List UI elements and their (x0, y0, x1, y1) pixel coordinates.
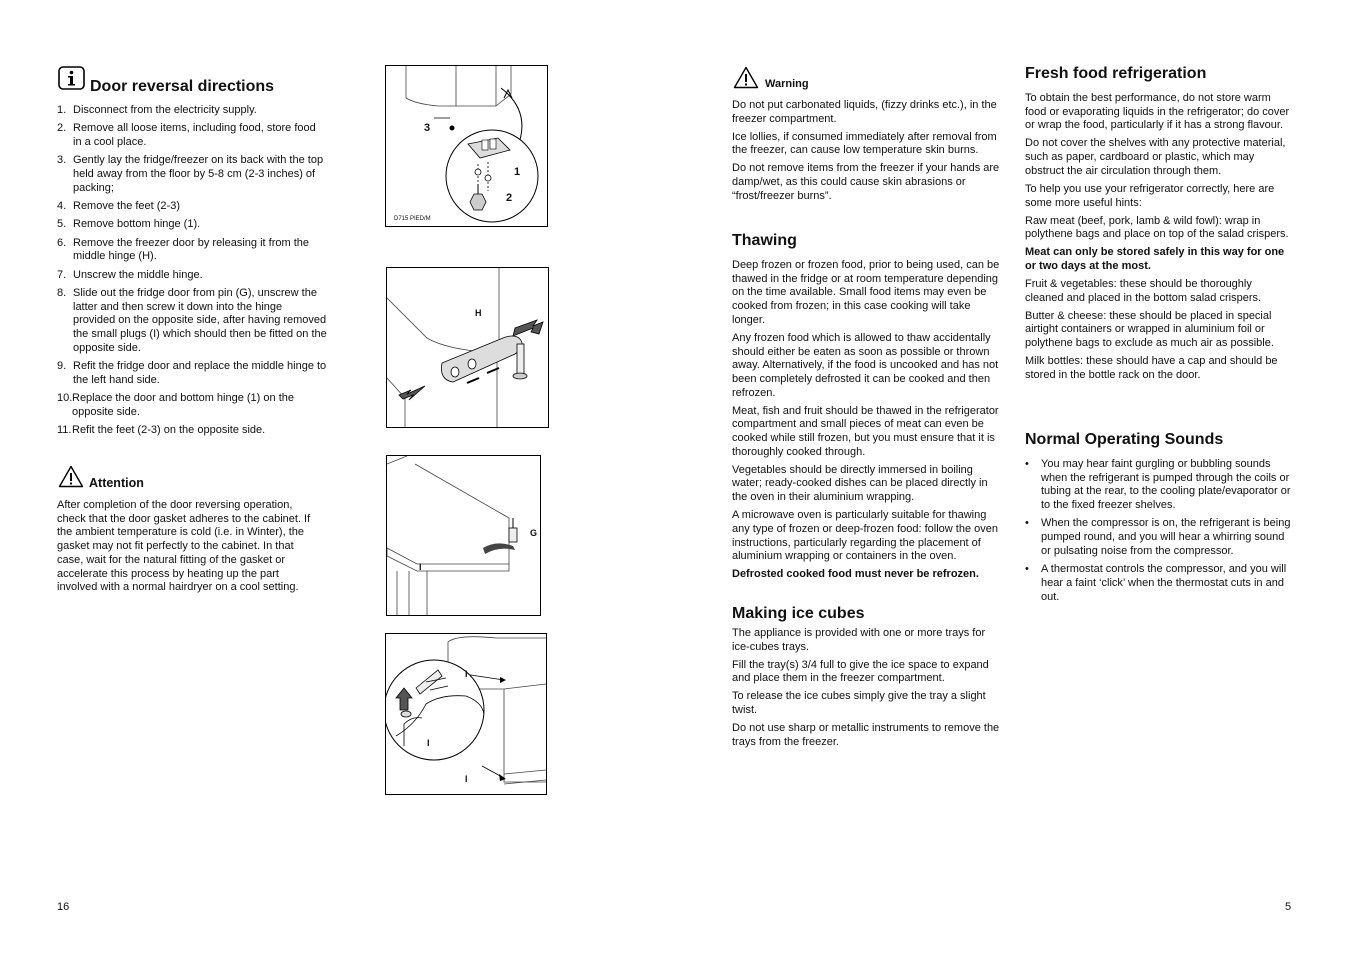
thawing-paragraph: A microwave oven is particularly suitable for thawing any type of frozen or deep-frozen food: follow the oven instructions, particularly regarding the placement of aluminium wrapping or containers in the oven. (732, 509, 998, 563)
ice-cubes-paragraph: To release the ice cubes simply give the tray a slight twist. (732, 690, 986, 717)
figure-label-i-top: I (465, 669, 468, 679)
fresh-food-paragraph: To obtain the best performance, do not store warm food or evaporating liquids in the refrigerator; do cover or wrap the food, particularly if it has a strong flavour. (1025, 92, 1290, 132)
fresh-food-paragraph: Butter & cheese: these should be placed in special airtight containers or wrapped in aluminium foil or polythene bags to exclude as much air as possible. (1025, 309, 1274, 350)
warning-title: Warning (765, 78, 809, 90)
list-item: 3. Gently lay the fridge/freezer on its back with the top held away from the floor by 5-8 cm (2-3 inches) of packing; (57, 154, 324, 194)
list-item: • You may hear faint gurgling or bubbling sounds when the refrigerant is pumped through the coils or tubing at the rear, to the cooling plate/evaporator or to the fixed freezer shelves. (1025, 458, 1291, 512)
door-reversal-title: Door reversal directions (90, 78, 275, 95)
list-item: 5. Remove bottom hinge (1). (57, 218, 201, 231)
thawing-section (732, 259, 1000, 586)
fresh-food-bold-note: Meat can only be stored safely in this way for one or two days at the most. (1025, 246, 1285, 272)
middle-hinge-figure (386, 267, 549, 428)
door-reversal-steps (57, 104, 327, 442)
page-number-left: 16 (57, 901, 70, 913)
figure-label-1: 1 (514, 166, 521, 178)
list-item: 6. Remove the freezer door by releasing it from the middle hinge (H). (57, 236, 310, 263)
ice-cubes-paragraph: The appliance is provided with one or more trays for ice-cubes trays. (732, 627, 986, 653)
list-item: 4. Remove the feet (2-3) (57, 200, 180, 212)
warning-paragraph: Do not remove items from the freezer if your hands are damp/wet, as this could cause skin abrasions or “frost/freezer burns”. (732, 162, 1000, 202)
ice-cubes-section (732, 627, 1000, 754)
ice-cubes-title: Making ice cubes (732, 605, 865, 622)
figure-label-2: 2 (506, 192, 513, 204)
list-item: 9. Refit the fridge door and replace the middle hinge to the left hand side. (57, 360, 327, 386)
list-item: 10. Replace the door and bottom hinge (1) on the opposite side. (57, 392, 294, 418)
ice-cubes-paragraph: Fill the tray(s) 3/4 full to give the ice space to expand and place them in the freezer compartment. (732, 658, 989, 685)
list-item: • When the compressor is on, the refrigerant is being pumped round, and you will hear a whirring sound or pulsating noise from the compressor. (1025, 517, 1291, 557)
sounds-title: Normal Operating Sounds (1025, 431, 1224, 448)
pin-g-figure (386, 455, 541, 616)
fresh-food-paragraph: Do not cover the shelves with any protective material, such as paper, cardboard or plastic, which may obstruct the air circulation through them. (1025, 137, 1286, 177)
figure-label-i: I (419, 562, 422, 572)
fresh-food-title: Fresh food refrigeration (1025, 65, 1207, 82)
page-number-right: 5 (1285, 901, 1292, 913)
fresh-food-section (1025, 92, 1293, 387)
warning-triangle-icon (58, 465, 84, 493)
warning-triangle-icon (733, 66, 759, 94)
list-item: 2. Remove all loose items, including food, store food in a cool place. (57, 122, 316, 148)
figure-code: D715 PIED/M (394, 216, 431, 222)
fresh-food-paragraph: Fruit & vegetables: these should be thoroughly cleaned and placed in the bottom salad crispers. (1025, 277, 1262, 304)
figure-label-h: H (475, 308, 482, 318)
fresh-food-paragraph: Raw meat (beef, pork, lamb & wild fowl): wrap in polythene bags and place on top of the salad crispers. (1025, 214, 1289, 241)
figure-label-i-mid: I (427, 738, 430, 748)
info-icon (58, 66, 85, 95)
thawing-paragraph: Any frozen food which is allowed to thaw accidentally should either be eaten as soon as possible or thrown away. Alternatively, if the food is uncooked and has not been completely defrosted it can be cooked and then refrozen. (732, 331, 999, 399)
thawing-paragraph: Deep frozen or frozen food, prior to being used, can be thawed in the fridge or at room temperature depending on the time available. Small food items may even be cooked from frozen; in this case cooking will take longer. (732, 259, 1000, 326)
thawing-title: Thawing (732, 232, 797, 249)
fresh-food-paragraph: Milk bottles: these should have a cap and should be stored in the bottle rack on the door. (1025, 355, 1278, 381)
list-item: 11. Refit the feet (2-3) on the opposite side. (57, 424, 266, 436)
thawing-bold-note: Defrosted cooked food must never be refrozen. (732, 568, 979, 581)
attention-text: After completion of the door reversing operation, check that the door gasket adheres to the cabinet. If the ambient temperature is cold (i.e. in Winter), the gasket may not fit perfectly to the cabinet. In that case, wait for the natural fitting of the gasket or accelerate this process by heating up the part involved with a normal hairdryer on a cool setting. (57, 499, 311, 594)
figure-label-i-bottom: I (465, 774, 468, 784)
plugs-figure (385, 633, 547, 795)
thawing-paragraph: Vegetables should be directly immersed in boiling water; ready-cooked dishes can be placed directly in the oven in their aluminium wrapping. (732, 463, 988, 504)
sounds-list (1025, 458, 1293, 609)
figure-label-g: G (530, 528, 538, 538)
ice-cubes-paragraph: Do not use sharp or metallic instruments to remove the trays from the freezer. (732, 722, 1000, 748)
bottom-hinge-figure (385, 65, 548, 227)
warning-section (732, 99, 1000, 208)
list-item: • A thermostat controls the compressor, and you will hear a faint ‘click’ when the thermostat cuts in and out. (1025, 563, 1287, 603)
attention-title: Attention (89, 476, 144, 490)
warning-paragraph: Ice lollies, if consumed immediately after removal from the freezer, can cause low temperature skin burns. (732, 130, 997, 157)
list-item: 1. Disconnect from the electricity supply. (57, 104, 257, 116)
warning-paragraph: Do not put carbonated liquids, (fizzy drinks etc.), in the freezer compartment. (732, 99, 997, 125)
list-item: 8. Slide out the fridge door from pin (G), unscrew the latter and then screw it down into the hinge provided on the opposite side, after having removed the small plugs (I) which should then be fitted on the opposite side. (57, 286, 327, 354)
fresh-food-paragraph: To help you use your refrigerator correctly, here are some more useful hints: (1025, 182, 1275, 209)
figure-label-3: 3 (424, 122, 431, 134)
list-item: 7. Unscrew the middle hinge. (57, 268, 203, 281)
thawing-paragraph: Meat, fish and fruit should be thawed in the refrigerator compartment and small pieces of meat can even be cooked while still frozen, but you must ensure that it is thoroughly cooked through. (732, 404, 999, 458)
